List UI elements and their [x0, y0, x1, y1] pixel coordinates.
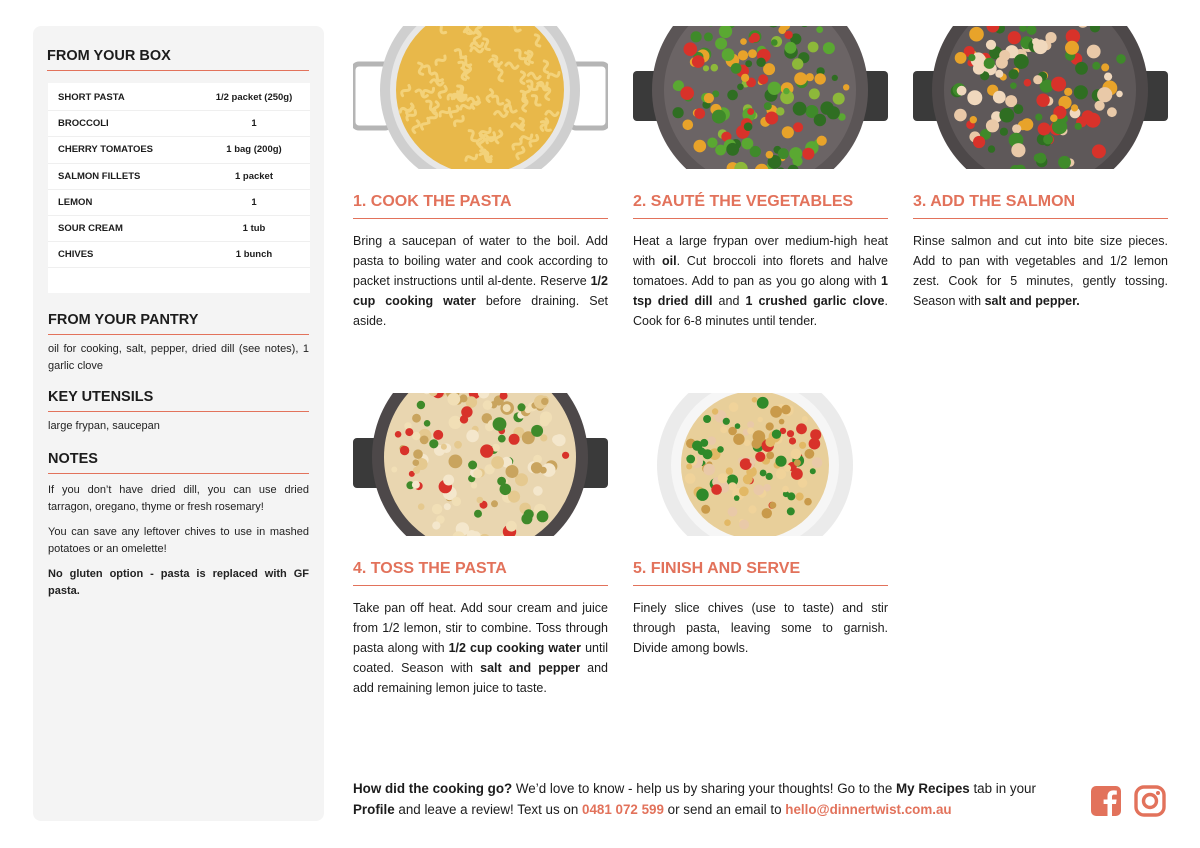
ingredient-name: CHERRY TOMATOES [58, 144, 154, 156]
step-1-body: Bring a saucepan of water to the boil. Add pasta to boiling water and cook according to packet instructions until al-dente. Reserve 1/2 cup cooking water before draining. Set aside. [353, 234, 608, 328]
bold-text: 1 crushed garlic clove [745, 294, 885, 308]
ingredient-row [48, 268, 310, 294]
ingredient-qty: 1 packet [234, 170, 274, 182]
note-2: You can save any leftover chives to use in mashed potatoes or an omelette! [48, 526, 309, 555]
step-1-photo [353, 26, 608, 169]
bold-text: salt and pepper [480, 661, 580, 675]
step-4-title: 4. TOSS THE PASTA [353, 560, 608, 586]
ingredient-name: CHIVES [58, 249, 94, 261]
note-3: No gluten option - pasta is replaced with GF pasta. [48, 568, 309, 597]
notes-heading: NOTES [48, 451, 309, 474]
key-utensils-heading: KEY UTENSILS [48, 389, 309, 412]
pantry-text: oil for cooking, salt, pepper, dried dill (see notes), 1 garlic clove [48, 343, 309, 372]
ingredient-row [48, 190, 310, 216]
ingredient-qty: 1 bunch [235, 249, 273, 261]
bold-text: 1/2 cup cooking water [448, 641, 581, 655]
ingredient-name: SHORT PASTA [58, 92, 125, 104]
ingredient-row [48, 164, 310, 190]
step-5-title: 5. FINISH AND SERVE [633, 560, 888, 586]
step-2-photo [633, 26, 888, 169]
bold-text: 1/2 cup cooking water [353, 274, 608, 308]
bold-text: How did the cooking go? [353, 781, 513, 796]
from-your-pantry-heading: FROM YOUR PANTRY [48, 312, 309, 335]
bold-text: oil [661, 254, 677, 268]
step-3-title: 3. ADD THE SALMON [913, 193, 1168, 219]
ingredient-qty: 1 [251, 118, 257, 130]
ingredient-row [48, 137, 310, 163]
instagram-icon[interactable] [1134, 785, 1166, 817]
ingredient-qty: 1 [251, 196, 257, 208]
step-3 [913, 26, 1168, 311]
ingredient-qty: 1 bag (200g) [226, 144, 282, 156]
step-4-body: Take pan off heat. Add sour cream and juice from 1/2 lemon, stir to combine. Toss through pasta along with 1/2 cup cooking water until coated. Season with salt and pepper and add remaining lemon juice to taste. [353, 601, 609, 695]
bold-text: Profile [353, 802, 395, 817]
step-3-body: Rinse salmon and cut into bite size pieces. Add to pan with vegetables and 1/2 lemon zest. Cook for 5 minutes, gently tossing. Season with salt and pepper. [913, 234, 1168, 308]
ingredient-row [48, 242, 310, 268]
contact-link[interactable]: hello@dinnertwist.com.au [785, 802, 952, 817]
bold-text: salt and pepper. [984, 294, 1080, 308]
step-5 [633, 393, 888, 658]
ingredient-name: SOUR CREAM [58, 223, 123, 235]
ingredient-row [48, 216, 310, 242]
facebook-icon[interactable] [1090, 785, 1122, 817]
feedback-footer: How did the cooking go? We’d love to know - help us by sharing your thoughts! Go to the My Recipes tab in your Profile and leave a review! Text us on 0481 072 599 or send an email to hello@dinnertwist.com.au [353, 781, 1036, 817]
step-5-photo [633, 393, 888, 536]
step-4-photo [353, 393, 608, 536]
ingredient-name: BROCCOLI [58, 118, 109, 130]
ingredient-name: SALMON FILLETS [58, 170, 141, 182]
step-4 [353, 393, 608, 698]
utensils-text: large frypan, saucepan [48, 420, 160, 432]
bold-text: My Recipes [896, 781, 970, 796]
ingredient-qty: 1 tub [242, 223, 266, 235]
step-1 [353, 26, 608, 331]
step-1-title: 1. COOK THE PASTA [353, 193, 608, 219]
contact-link[interactable]: 0481 072 599 [582, 802, 664, 817]
step-2-title: 2. SAUTÉ THE VEGETABLES [633, 193, 888, 219]
note-1: If you don’t have dried dill, you can use dried tarragon, oregano, thyme or fresh rosemary! [48, 484, 309, 513]
step-5-body: Finely slice chives (use to taste) and stir through pasta, leaving some to garnish. Divide among bowls. [633, 601, 888, 655]
bold-text: 1 tsp dried dill [633, 274, 888, 308]
recipe-sidebar [33, 26, 324, 821]
ingredient-row [48, 111, 310, 137]
step-2-body: Heat a large frypan over medium-high heat with oil. Cut broccoli into florets and halve tomatoes. Add to pan as you go along with 1 tsp dried dill and 1 crushed garlic clove. Cook for 6-8 minutes until tender. [633, 234, 888, 328]
ingredient-name: LEMON [58, 196, 93, 208]
step-2 [633, 26, 888, 331]
from-your-box-heading: FROM YOUR BOX [47, 48, 309, 71]
ingredients-table [48, 83, 310, 293]
step-3-photo [913, 26, 1168, 169]
ingredient-qty: 1/2 packet (250g) [215, 92, 293, 104]
ingredient-row [48, 85, 310, 111]
